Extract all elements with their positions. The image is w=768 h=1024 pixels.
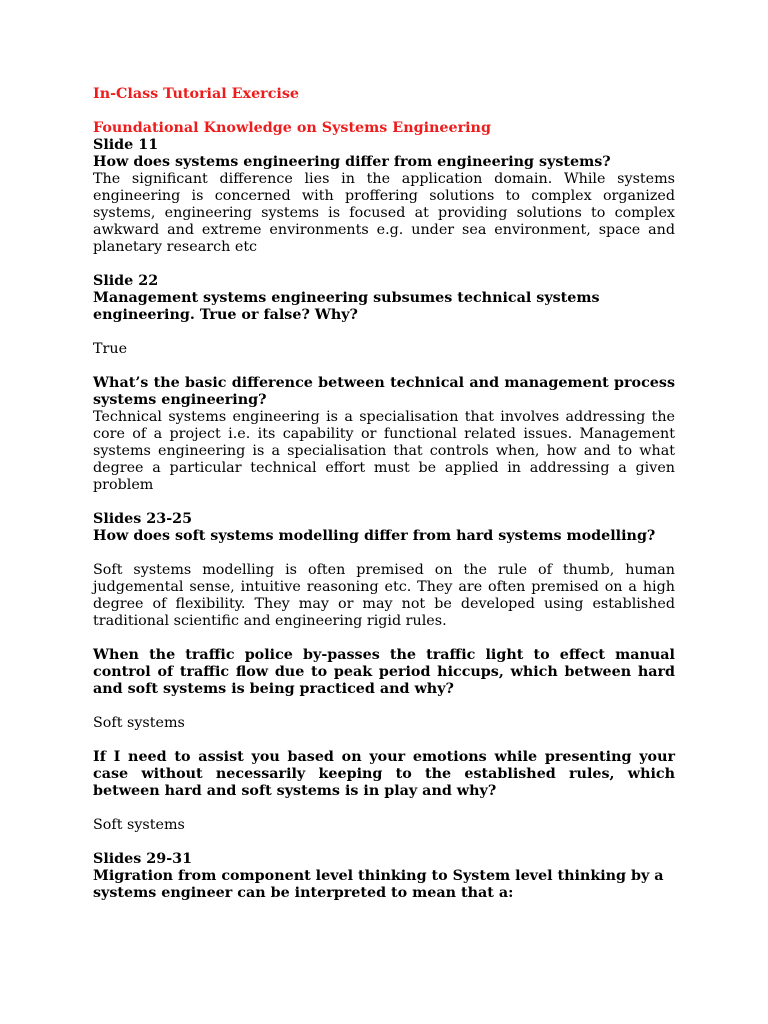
slide-heading: Slide 22 bbox=[93, 273, 159, 289]
question-text: If I need to assist you based on your emotions while presenting your case without necessarily keeping to the established rules, which between hard and soft systems is in play and why? bbox=[93, 749, 675, 799]
answer-paragraph: Soft systems modelling is often premised on the rule of thumb, human judgemental sense, intuitive reasoning etc. They are often premised on a high degree of flexibility. They may or may not be developed using established traditional scientific and engineering rigid rules. bbox=[93, 562, 675, 629]
answer-text: Soft systems bbox=[93, 817, 185, 833]
answer-text: Soft systems bbox=[93, 715, 185, 731]
tutorial-title: In-Class Tutorial Exercise bbox=[93, 86, 299, 102]
question-text: Migration from component level thinking to System level thinking by a systems engineer can be interpreted to mean that a: bbox=[93, 868, 664, 901]
section-title: Foundational Knowledge on Systems Engineering bbox=[93, 120, 491, 136]
answer-paragraph: The significant difference lies in the application domain. While systems engineering is concerned with proffering solutions to complex organized systems, engineering systems is focused at providing solutions to complex awkward and extreme environments e.g. under sea environment, space and planetary research etc bbox=[93, 171, 675, 255]
question-text: When the traffic police by-passes the traffic light to effect manual control of traffic flow due to peak period hiccups, which between hard and soft systems is being practiced and why? bbox=[93, 647, 675, 697]
slide-heading: Slides 29-31 bbox=[93, 851, 193, 867]
question-text: How does systems engineering differ from engineering systems? bbox=[93, 154, 611, 170]
answer-paragraph: Technical systems engineering is a specialisation that involves addressing the core of a project i.e. its capability or functional related issues. Management systems engineering is a specialisation that controls when, how and to what degree a particular technical effort must be applied in addressing a given problem bbox=[93, 409, 675, 493]
answer-text: True bbox=[93, 341, 128, 357]
question-text: How does soft systems modelling differ from hard systems modelling? bbox=[93, 528, 656, 544]
slide-heading: Slides 23-25 bbox=[93, 511, 193, 527]
slide-heading: Slide 11 bbox=[93, 137, 159, 153]
question-text: Management systems engineering subsumes technical systems engineering. True or false? Why? bbox=[93, 290, 600, 323]
question-text: What’s the basic difference between technical and management process systems engineering? bbox=[93, 375, 675, 408]
